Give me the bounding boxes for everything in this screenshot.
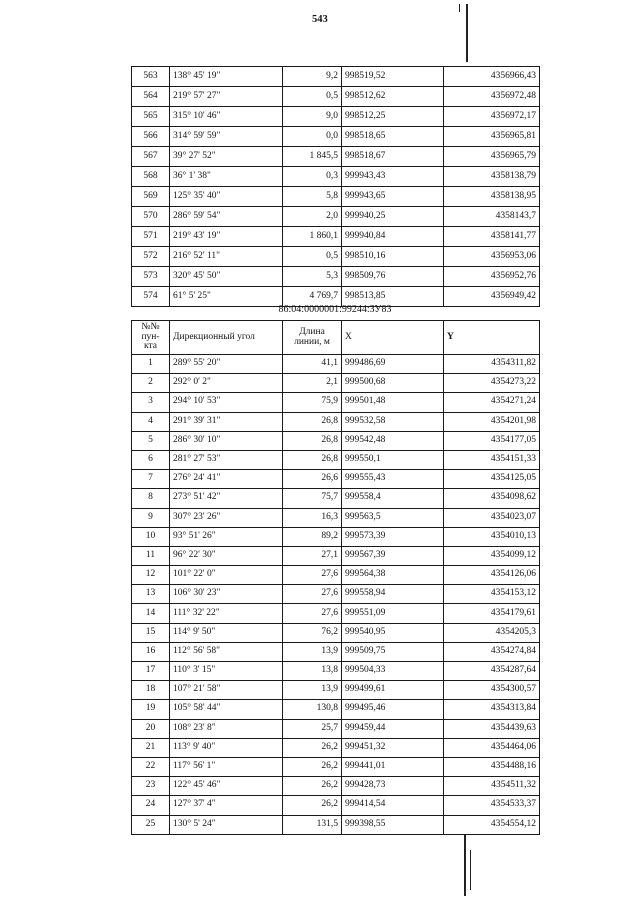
point-number-cell: 18 xyxy=(132,681,170,700)
direction-angle-cell: 113° 9' 40" xyxy=(170,738,283,757)
line-length-cell: 26,2 xyxy=(283,796,342,815)
y-coordinate-cell: 4354177,05 xyxy=(444,431,540,450)
point-number-cell: 568 xyxy=(132,167,170,187)
direction-angle-cell: 114° 9' 50" xyxy=(170,623,283,642)
x-coordinate-cell: 999563,5 xyxy=(342,508,444,527)
table-row xyxy=(132,623,540,642)
x-coordinate-cell: 999542,48 xyxy=(342,431,444,450)
y-coordinate-cell: 4358141,77 xyxy=(444,227,540,247)
line-length-cell: 4 769,7 xyxy=(283,287,342,307)
table-row xyxy=(132,393,540,412)
point-number-cell: 564 xyxy=(132,87,170,107)
point-number-cell: 12 xyxy=(132,566,170,585)
table-row xyxy=(132,107,540,127)
x-coordinate-cell: 999573,39 xyxy=(342,527,444,546)
header-point-number: №№ пун-кта xyxy=(132,321,170,355)
line-length-cell: 25,7 xyxy=(283,719,342,738)
x-coordinate-cell: 999555,43 xyxy=(342,470,444,489)
point-number-cell: 9 xyxy=(132,508,170,527)
y-coordinate-cell: 4354098,62 xyxy=(444,489,540,508)
table-header-row xyxy=(132,321,540,355)
line-length-cell: 13,9 xyxy=(283,681,342,700)
y-coordinate-cell: 4354311,82 xyxy=(444,355,540,374)
table-row xyxy=(132,508,540,527)
table-row xyxy=(132,489,540,508)
point-number-cell: 572 xyxy=(132,247,170,267)
y-coordinate-cell: 4354010,13 xyxy=(444,527,540,546)
y-coordinate-cell: 4354023,07 xyxy=(444,508,540,527)
table-row xyxy=(132,662,540,681)
line-length-cell: 131,5 xyxy=(283,815,342,834)
y-coordinate-cell: 4354153,12 xyxy=(444,585,540,604)
y-coordinate-cell: 4354126,06 xyxy=(444,566,540,585)
line-length-cell: 0,0 xyxy=(283,127,342,147)
direction-angle-cell: 281° 27' 53" xyxy=(170,450,283,469)
y-coordinate-cell: 4354099,12 xyxy=(444,546,540,565)
point-number-cell: 23 xyxy=(132,777,170,796)
point-number-cell: 15 xyxy=(132,623,170,642)
x-coordinate-cell: 998513,85 xyxy=(342,287,444,307)
point-number-cell: 563 xyxy=(132,67,170,87)
point-number-cell: 567 xyxy=(132,147,170,167)
direction-angle-cell: 110° 3' 15" xyxy=(170,662,283,681)
x-coordinate-cell: 999441,01 xyxy=(342,757,444,776)
x-coordinate-cell: 999459,44 xyxy=(342,719,444,738)
line-length-cell: 1 845,5 xyxy=(283,147,342,167)
point-number-cell: 20 xyxy=(132,719,170,738)
table-row xyxy=(132,815,540,834)
point-number-cell: 7 xyxy=(132,470,170,489)
y-coordinate-cell: 4354271,24 xyxy=(444,393,540,412)
y-coordinate-cell: 4356953,06 xyxy=(444,247,540,267)
header-line-length: Длина линии, м xyxy=(283,321,342,355)
table-row xyxy=(132,355,540,374)
y-coordinate-cell: 4354274,84 xyxy=(444,642,540,661)
table-row xyxy=(132,527,540,546)
direction-angle-cell: 219° 57' 27" xyxy=(170,87,283,107)
line-length-cell: 0,3 xyxy=(283,167,342,187)
direction-angle-cell: 138° 45' 19" xyxy=(170,67,283,87)
table-row xyxy=(132,738,540,757)
point-number-cell: 1 xyxy=(132,355,170,374)
direction-angle-cell: 117° 56' 1" xyxy=(170,757,283,776)
table-row xyxy=(132,777,540,796)
y-coordinate-cell: 4354554,12 xyxy=(444,815,540,834)
table-row xyxy=(132,227,540,247)
x-coordinate-cell: 998518,67 xyxy=(342,147,444,167)
table-row xyxy=(132,412,540,431)
x-coordinate-cell: 998519,52 xyxy=(342,67,444,87)
line-length-cell: 27,6 xyxy=(283,604,342,623)
point-number-cell: 19 xyxy=(132,700,170,719)
direction-angle-cell: 292° 0' 2" xyxy=(170,374,283,393)
line-length-cell: 0,5 xyxy=(283,247,342,267)
y-coordinate-cell: 4356972,48 xyxy=(444,87,540,107)
table-row xyxy=(132,566,540,585)
x-coordinate-cell: 998512,25 xyxy=(342,107,444,127)
table-row xyxy=(132,700,540,719)
table-row xyxy=(132,546,540,565)
direction-angle-cell: 39° 27' 52" xyxy=(170,147,283,167)
x-coordinate-cell: 999558,94 xyxy=(342,585,444,604)
coordinates-table xyxy=(131,320,540,835)
line-length-cell: 130,8 xyxy=(283,700,342,719)
line-length-cell: 2,0 xyxy=(283,207,342,227)
point-number-cell: 6 xyxy=(132,450,170,469)
point-number-cell: 4 xyxy=(132,412,170,431)
direction-angle-cell: 101° 22' 0" xyxy=(170,566,283,585)
x-coordinate-cell: 999501,48 xyxy=(342,393,444,412)
line-length-cell: 27,6 xyxy=(283,585,342,604)
point-number-cell: 573 xyxy=(132,267,170,287)
line-length-cell: 75,7 xyxy=(283,489,342,508)
line-length-cell: 9,2 xyxy=(283,67,342,87)
binding-margin-line xyxy=(459,4,460,12)
x-coordinate-cell: 999509,75 xyxy=(342,642,444,661)
binding-margin-line xyxy=(466,4,468,62)
point-number-cell: 574 xyxy=(132,287,170,307)
y-coordinate-cell: 4358138,95 xyxy=(444,187,540,207)
point-number-cell: 570 xyxy=(132,207,170,227)
direction-angle-cell: 320° 45' 50" xyxy=(170,267,283,287)
table-row xyxy=(132,604,540,623)
table-row xyxy=(132,187,540,207)
line-length-cell: 26,2 xyxy=(283,757,342,776)
point-number-cell: 11 xyxy=(132,546,170,565)
point-number-cell: 22 xyxy=(132,757,170,776)
point-number-cell: 21 xyxy=(132,738,170,757)
x-coordinate-cell: 999428,73 xyxy=(342,777,444,796)
direction-angle-cell: 286° 30' 10" xyxy=(170,431,283,450)
table-row xyxy=(132,374,540,393)
line-length-cell: 26,8 xyxy=(283,412,342,431)
table-row xyxy=(132,719,540,738)
x-coordinate-cell: 999398,55 xyxy=(342,815,444,834)
point-number-cell: 3 xyxy=(132,393,170,412)
line-length-cell: 16,3 xyxy=(283,508,342,527)
y-coordinate-cell: 4354287,64 xyxy=(444,662,540,681)
direction-angle-cell: 314° 59' 59" xyxy=(170,127,283,147)
table-row xyxy=(132,585,540,604)
direction-angle-cell: 273° 51' 42" xyxy=(170,489,283,508)
point-number-cell: 16 xyxy=(132,642,170,661)
line-length-cell: 1 860,1 xyxy=(283,227,342,247)
point-number-cell: 25 xyxy=(132,815,170,834)
y-coordinate-cell: 4354488,16 xyxy=(444,757,540,776)
line-length-cell: 5,8 xyxy=(283,187,342,207)
direction-angle-cell: 294° 10' 53" xyxy=(170,393,283,412)
x-coordinate-cell: 999500,68 xyxy=(342,374,444,393)
x-coordinate-cell: 999551,09 xyxy=(342,604,444,623)
x-coordinate-cell: 999499,61 xyxy=(342,681,444,700)
cadastral-number: 86:04:0000001:99244:ЗУ83 xyxy=(278,304,392,315)
x-coordinate-cell: 999550,1 xyxy=(342,450,444,469)
direction-angle-cell: 307° 23' 26" xyxy=(170,508,283,527)
y-coordinate-cell: 4356965,81 xyxy=(444,127,540,147)
x-coordinate-cell: 998512,62 xyxy=(342,87,444,107)
header-y: Y xyxy=(444,321,540,355)
point-number-cell: 566 xyxy=(132,127,170,147)
binding-margin-line xyxy=(464,834,466,896)
y-coordinate-cell: 4354273,22 xyxy=(444,374,540,393)
coordinates-table-continued xyxy=(131,66,540,307)
direction-angle-cell: 291° 39' 31" xyxy=(170,412,283,431)
x-coordinate-cell: 999451,32 xyxy=(342,738,444,757)
point-number-cell: 569 xyxy=(132,187,170,207)
x-coordinate-cell: 999940,84 xyxy=(342,227,444,247)
table-row xyxy=(132,247,540,267)
line-length-cell: 89,2 xyxy=(283,527,342,546)
x-coordinate-cell: 999540,95 xyxy=(342,623,444,642)
y-coordinate-cell: 4356952,76 xyxy=(444,267,540,287)
direction-angle-cell: 216° 52' 11" xyxy=(170,247,283,267)
direction-angle-cell: 125° 35' 40" xyxy=(170,187,283,207)
line-length-cell: 5,3 xyxy=(283,267,342,287)
point-number-cell: 10 xyxy=(132,527,170,546)
direction-angle-cell: 286° 59' 54" xyxy=(170,207,283,227)
y-coordinate-cell: 4354313,84 xyxy=(444,700,540,719)
point-number-cell: 17 xyxy=(132,662,170,681)
x-coordinate-cell: 999567,39 xyxy=(342,546,444,565)
line-length-cell: 27,6 xyxy=(283,566,342,585)
y-coordinate-cell: 4356949,42 xyxy=(444,287,540,307)
table-row xyxy=(132,796,540,815)
header-direction-angle: Дирекционный угол xyxy=(170,321,283,355)
table-row xyxy=(132,681,540,700)
line-length-cell: 2,1 xyxy=(283,374,342,393)
line-length-cell: 76,2 xyxy=(283,623,342,642)
x-coordinate-cell: 999532,58 xyxy=(342,412,444,431)
line-length-cell: 13,8 xyxy=(283,662,342,681)
table-row xyxy=(132,757,540,776)
point-number-cell: 8 xyxy=(132,489,170,508)
header-x: X xyxy=(342,321,444,355)
y-coordinate-cell: 4358143,7 xyxy=(444,207,540,227)
line-length-cell: 41,1 xyxy=(283,355,342,374)
y-coordinate-cell: 4354439,63 xyxy=(444,719,540,738)
point-number-cell: 571 xyxy=(132,227,170,247)
table-row xyxy=(132,267,540,287)
line-length-cell: 75,9 xyxy=(283,393,342,412)
x-coordinate-cell: 999943,65 xyxy=(342,187,444,207)
y-coordinate-cell: 4354201,98 xyxy=(444,412,540,431)
y-coordinate-cell: 4354300,57 xyxy=(444,681,540,700)
x-coordinate-cell: 999414,54 xyxy=(342,796,444,815)
table-row xyxy=(132,147,540,167)
x-coordinate-cell: 998518,65 xyxy=(342,127,444,147)
direction-angle-cell: 219° 43' 19" xyxy=(170,227,283,247)
table-row xyxy=(132,450,540,469)
direction-angle-cell: 36° 1' 38" xyxy=(170,167,283,187)
table-row xyxy=(132,67,540,87)
point-number-cell: 565 xyxy=(132,107,170,127)
line-length-cell: 9,0 xyxy=(283,107,342,127)
y-coordinate-cell: 4354511,32 xyxy=(444,777,540,796)
y-coordinate-cell: 4356972,17 xyxy=(444,107,540,127)
point-number-cell: 14 xyxy=(132,604,170,623)
point-number-cell: 24 xyxy=(132,796,170,815)
page-number: 543 xyxy=(312,14,328,25)
x-coordinate-cell: 999940,25 xyxy=(342,207,444,227)
x-coordinate-cell: 998509,76 xyxy=(342,267,444,287)
direction-angle-cell: 96° 22' 30" xyxy=(170,546,283,565)
line-length-cell: 26,2 xyxy=(283,777,342,796)
table-row xyxy=(132,127,540,147)
y-coordinate-cell: 4358138,79 xyxy=(444,167,540,187)
table-row xyxy=(132,87,540,107)
direction-angle-cell: 315° 10' 46" xyxy=(170,107,283,127)
x-coordinate-cell: 999495,46 xyxy=(342,700,444,719)
direction-angle-cell: 122° 45' 46" xyxy=(170,777,283,796)
direction-angle-cell: 127° 37' 4" xyxy=(170,796,283,815)
direction-angle-cell: 106° 30' 23" xyxy=(170,585,283,604)
direction-angle-cell: 93° 51' 26" xyxy=(170,527,283,546)
binding-margin-line xyxy=(470,850,471,890)
line-length-cell: 26,8 xyxy=(283,431,342,450)
line-length-cell: 0,5 xyxy=(283,87,342,107)
x-coordinate-cell: 999504,33 xyxy=(342,662,444,681)
point-number-cell: 13 xyxy=(132,585,170,604)
table-row xyxy=(132,167,540,187)
line-length-cell: 26,2 xyxy=(283,738,342,757)
direction-angle-cell: 289° 55' 20" xyxy=(170,355,283,374)
y-coordinate-cell: 4354205,3 xyxy=(444,623,540,642)
line-length-cell: 13,9 xyxy=(283,642,342,661)
direction-angle-cell: 107° 21' 58" xyxy=(170,681,283,700)
table-row xyxy=(132,470,540,489)
y-coordinate-cell: 4356965,79 xyxy=(444,147,540,167)
y-coordinate-cell: 4354151,33 xyxy=(444,450,540,469)
x-coordinate-cell: 999558,4 xyxy=(342,489,444,508)
table-row xyxy=(132,431,540,450)
y-coordinate-cell: 4354533,37 xyxy=(444,796,540,815)
x-coordinate-cell: 999486,69 xyxy=(342,355,444,374)
direction-angle-cell: 112° 56' 58" xyxy=(170,642,283,661)
y-coordinate-cell: 4354179,61 xyxy=(444,604,540,623)
y-coordinate-cell: 4354125,05 xyxy=(444,470,540,489)
point-number-cell: 2 xyxy=(132,374,170,393)
y-coordinate-cell: 4354464,06 xyxy=(444,738,540,757)
line-length-cell: 26,8 xyxy=(283,450,342,469)
table-row xyxy=(132,642,540,661)
direction-angle-cell: 108° 23' 8" xyxy=(170,719,283,738)
direction-angle-cell: 130° 5' 24" xyxy=(170,815,283,834)
line-length-cell: 26,6 xyxy=(283,470,342,489)
direction-angle-cell: 276° 24' 41" xyxy=(170,470,283,489)
table-row xyxy=(132,207,540,227)
line-length-cell: 27,1 xyxy=(283,546,342,565)
point-number-cell: 5 xyxy=(132,431,170,450)
direction-angle-cell: 61° 5' 25" xyxy=(170,287,283,307)
direction-angle-cell: 105° 58' 44" xyxy=(170,700,283,719)
x-coordinate-cell: 999564,38 xyxy=(342,566,444,585)
y-coordinate-cell: 4356966,43 xyxy=(444,67,540,87)
x-coordinate-cell: 999943,43 xyxy=(342,167,444,187)
x-coordinate-cell: 998510,16 xyxy=(342,247,444,267)
direction-angle-cell: 111° 32' 22" xyxy=(170,604,283,623)
